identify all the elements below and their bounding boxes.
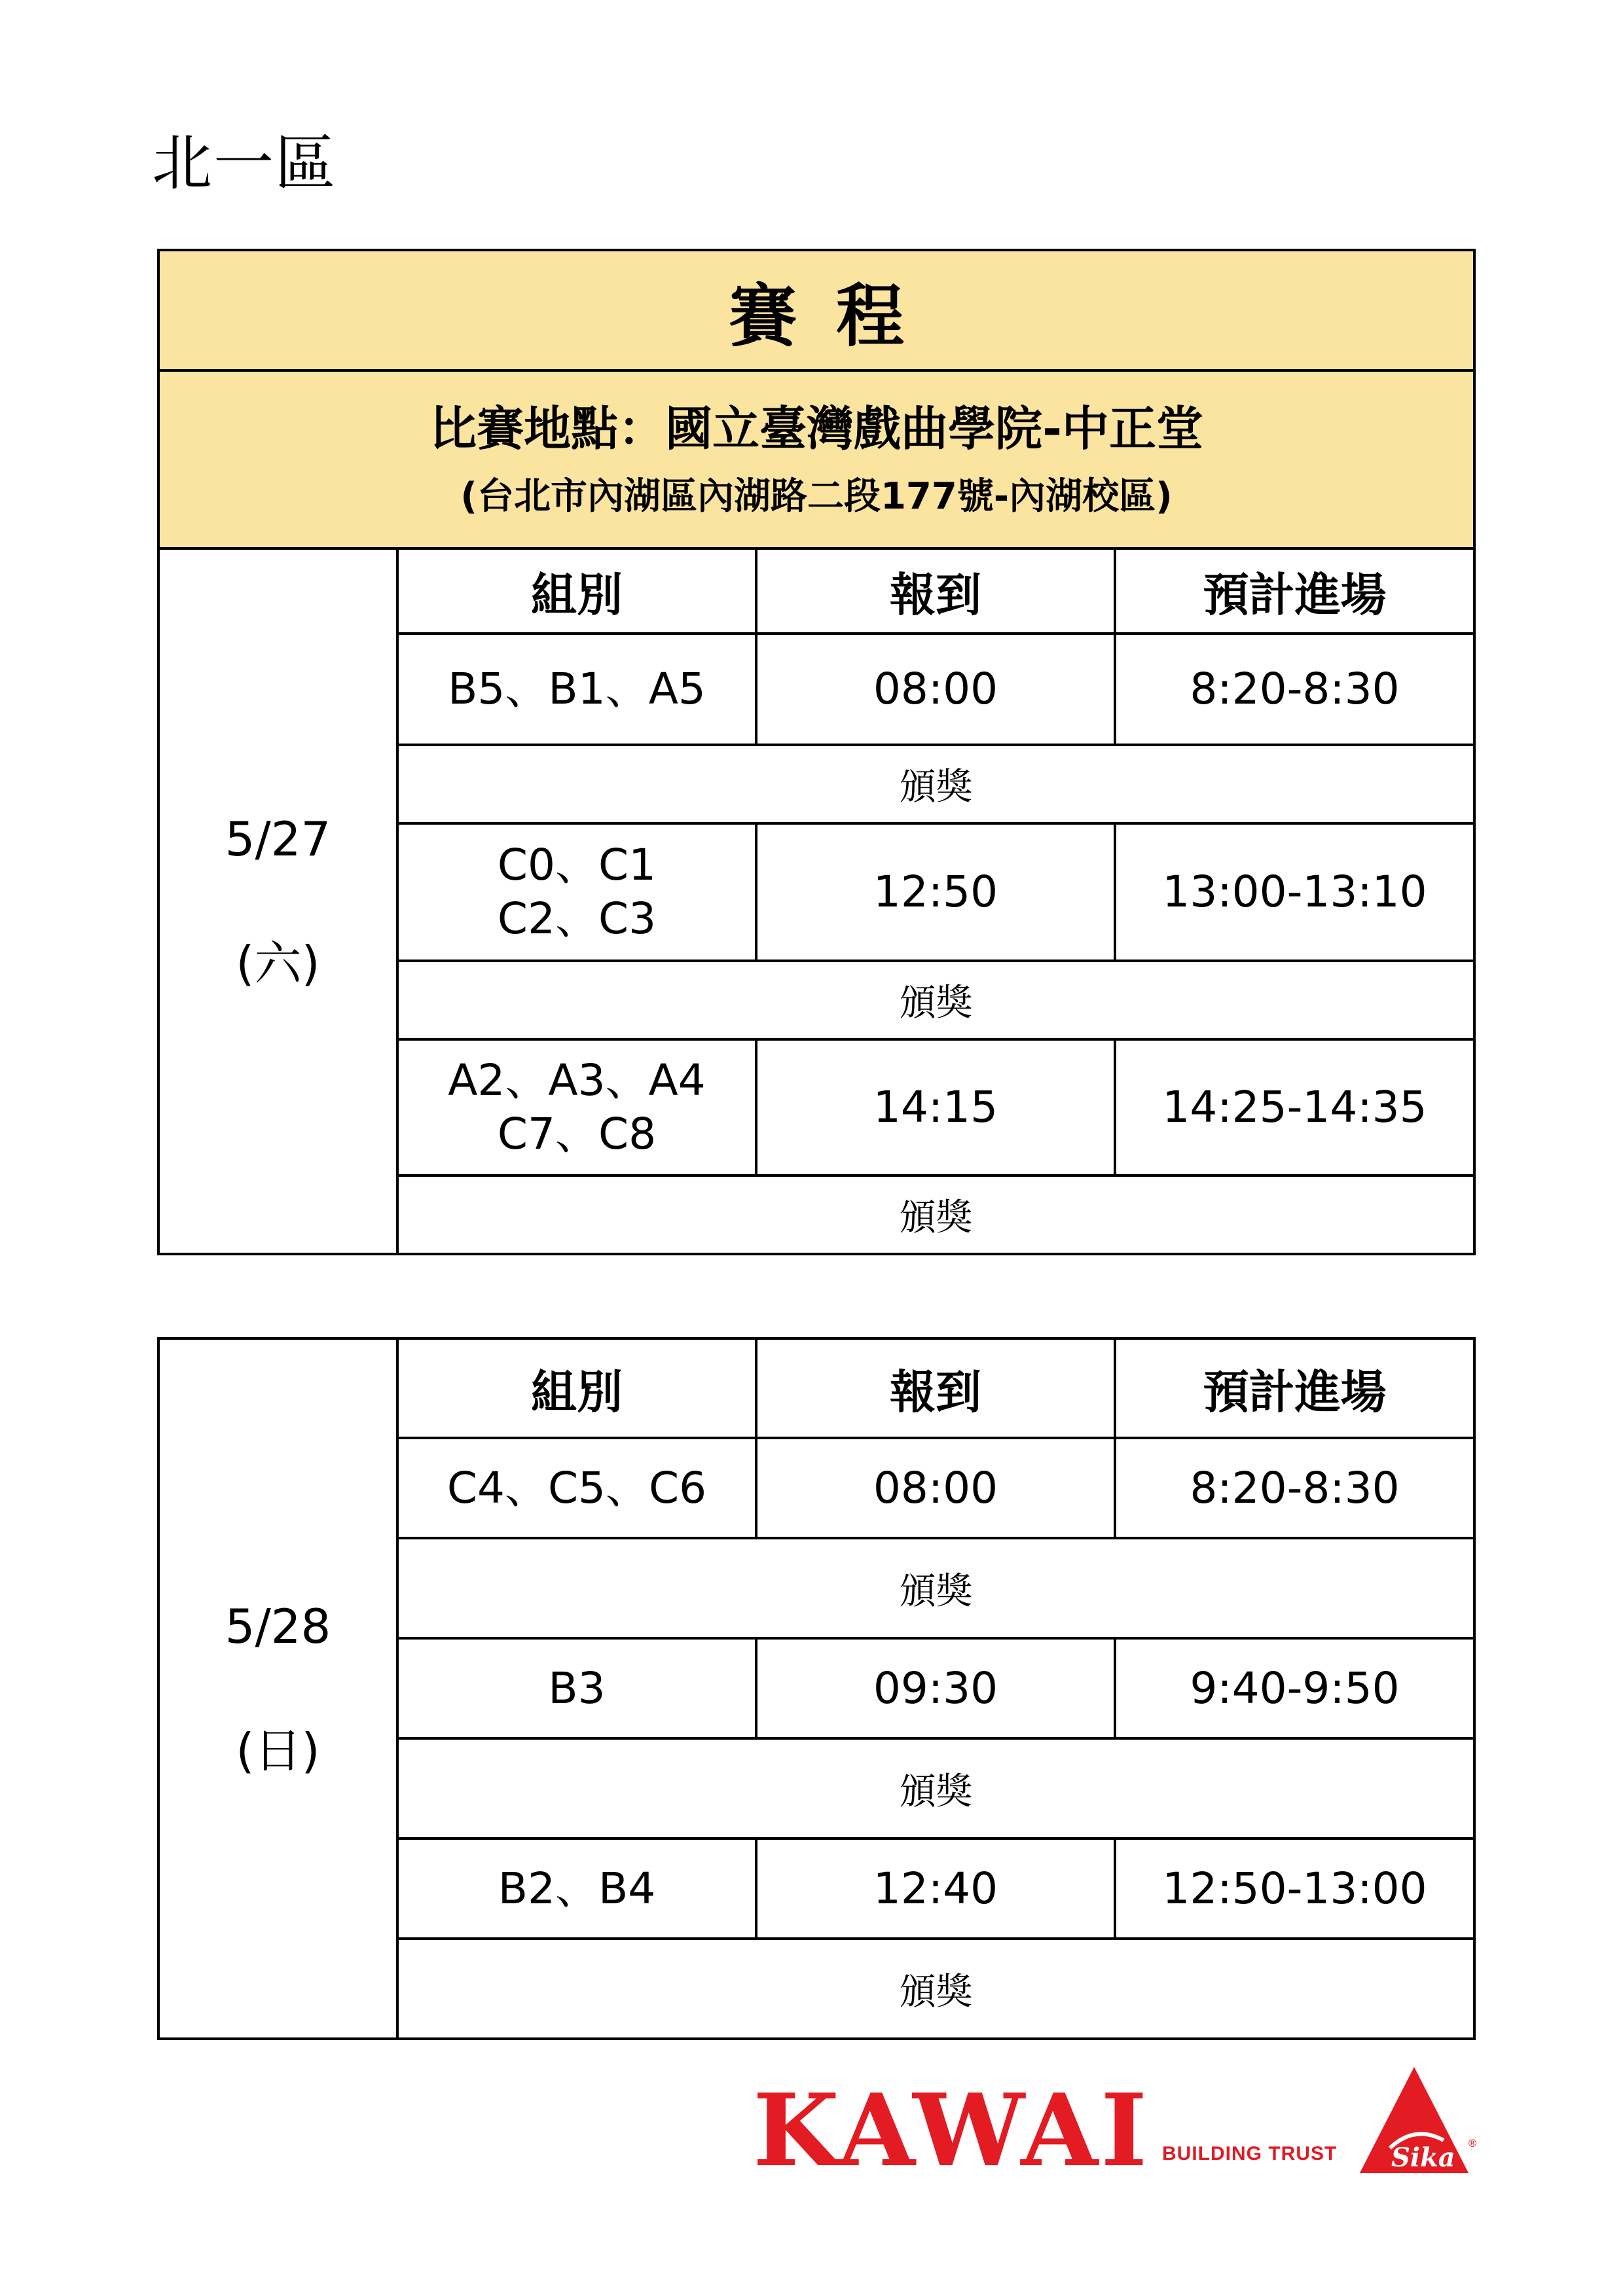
group-line: C7、C8 [497, 1109, 657, 1159]
column-header-entry: 預計進場 [1115, 1338, 1474, 1438]
schedule-table-day2 [157, 1337, 1476, 2040]
date: 5/27 [225, 812, 331, 867]
sika-logo-icon [1352, 2062, 1476, 2179]
building-trust-tagline: BUILDING TRUST [1162, 2143, 1338, 2164]
checkin-cell: 08:00 [756, 1438, 1115, 1538]
group-cell [397, 1039, 756, 1175]
award-row: 頒獎 [397, 961, 1474, 1039]
region-title: 北一區 [152, 128, 337, 198]
group-line: A2、A3、A4 [448, 1055, 706, 1105]
column-header-entry: 預計進場 [1115, 548, 1474, 634]
group-cell: B5、B1、A5 [397, 634, 756, 745]
entry-cell: 12:50-13:00 [1115, 1839, 1474, 1939]
checkin-cell: 09:30 [756, 1638, 1115, 1738]
entry-cell: 8:20-8:30 [1115, 1438, 1474, 1538]
venue-address: (台北市內湖區內湖路二段177號-內湖校區) [460, 475, 1173, 518]
venue-name: 比賽地點：國立臺灣戲曲學院-中正堂 [429, 401, 1203, 456]
group-cell: B2、B4 [397, 1839, 756, 1939]
schedule-table-day1 [157, 249, 1476, 1255]
column-header-group: 組別 [397, 548, 756, 634]
entry-cell: 14:25-14:35 [1115, 1039, 1474, 1175]
entry-cell: 13:00-13:10 [1115, 823, 1474, 961]
group-line: C2、C3 [497, 893, 657, 944]
group-cell [397, 823, 756, 961]
award-row: 頒獎 [397, 1738, 1474, 1839]
sponsor-logos [753, 2062, 1480, 2193]
weekday: (日) [236, 1723, 320, 1778]
kawai-logo: KAWAI [753, 2072, 1150, 2189]
column-header-checkin: 報到 [756, 548, 1115, 634]
award-row: 頒獎 [397, 1175, 1474, 1254]
date-cell-day1 [158, 548, 397, 1254]
group-line: C0、C1 [497, 840, 657, 890]
svg-text:Sika: Sika [1391, 2142, 1455, 2173]
group-cell: C4、C5、C6 [397, 1438, 756, 1538]
date-cell-day2 [158, 1338, 397, 2039]
weekday: (六) [236, 936, 320, 991]
checkin-cell: 12:40 [756, 1839, 1115, 1939]
checkin-cell: 14:15 [756, 1039, 1115, 1175]
venue-header [158, 370, 1474, 548]
checkin-cell: 08:00 [756, 634, 1115, 745]
award-row: 頒獎 [397, 1538, 1474, 1638]
entry-cell: 9:40-9:50 [1115, 1638, 1474, 1738]
checkin-cell: 12:50 [756, 823, 1115, 961]
award-row: 頒獎 [397, 745, 1474, 823]
svg-text:®: ® [1467, 2137, 1478, 2149]
entry-cell: 8:20-8:30 [1115, 634, 1474, 745]
group-cell: B3 [397, 1638, 756, 1738]
date: 5/28 [225, 1599, 331, 1654]
column-header-group: 組別 [397, 1338, 756, 1438]
award-row: 頒獎 [397, 1939, 1474, 2039]
schedule-title: 賽程 [158, 250, 1474, 370]
column-header-checkin: 報到 [756, 1338, 1115, 1438]
